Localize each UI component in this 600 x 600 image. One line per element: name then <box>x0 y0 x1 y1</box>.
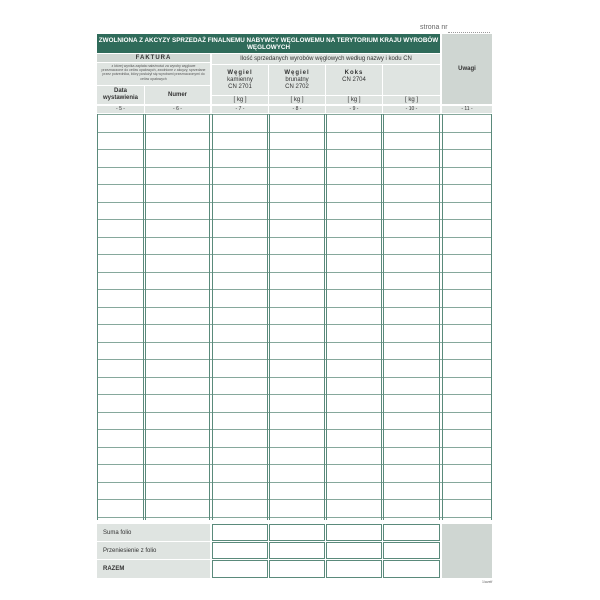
row-divider <box>97 202 492 203</box>
row-divider <box>97 114 492 115</box>
column-divider <box>442 114 443 520</box>
row-divider <box>97 499 492 500</box>
product-name: Węgiel <box>284 69 310 76</box>
unit-label: [ kg ] <box>326 96 382 104</box>
total-value-cell[interactable] <box>326 542 382 559</box>
row-divider <box>97 377 492 378</box>
row-divider <box>97 342 492 343</box>
row-divider <box>97 149 492 150</box>
date-header: Data wystawienia <box>97 86 144 104</box>
total-value-cell[interactable] <box>383 560 440 578</box>
total-value-cell[interactable] <box>212 524 268 541</box>
total-value-cell[interactable] <box>326 524 382 541</box>
total-value-cell[interactable] <box>212 542 268 559</box>
product-code: CN 2702 <box>285 83 309 90</box>
column-number: - 9 - <box>326 106 382 113</box>
row-divider <box>97 132 492 133</box>
total-value-cell[interactable] <box>269 524 325 541</box>
product-code: CN 2701 <box>228 83 252 90</box>
total-value-cell[interactable] <box>383 542 440 559</box>
column-number: - 7 - <box>212 106 268 113</box>
column-divider <box>324 114 325 520</box>
row-divider <box>97 219 492 220</box>
total-value-cell[interactable] <box>269 542 325 559</box>
product-name: Węgiel <box>227 69 253 76</box>
row-divider <box>97 307 492 308</box>
row-divider <box>97 429 492 430</box>
page-number-field[interactable] <box>448 32 490 33</box>
row-divider <box>97 394 492 395</box>
column-number: - 6 - <box>145 106 210 113</box>
row-divider <box>97 464 492 465</box>
column-divider <box>439 114 440 520</box>
form-code: 1/avelf <box>482 580 493 584</box>
product-header-coke <box>326 65 382 95</box>
product-header-brown-coal <box>269 65 325 95</box>
invoice-header: FAKTURA <box>97 54 210 62</box>
product-sub: kamienny <box>227 76 253 83</box>
unit-label: [ kg ] <box>383 96 440 104</box>
column-divider <box>143 114 144 520</box>
product-name: Koks <box>344 70 364 76</box>
total-value-cell[interactable] <box>212 560 268 578</box>
row-divider <box>97 167 492 168</box>
product-header-hard-coal <box>212 65 268 95</box>
column-divider <box>269 114 270 520</box>
number-header: Numer <box>145 86 210 104</box>
row-divider <box>97 184 492 185</box>
total-value-cell[interactable] <box>383 524 440 541</box>
remarks-header: Uwagi <box>442 34 492 104</box>
remarks-footer <box>442 524 492 578</box>
unit-label: [ kg ] <box>269 96 325 104</box>
entries-table <box>97 114 492 520</box>
column-number: - 10 - <box>383 106 440 113</box>
carry-over-label: Przeniesienie z folio <box>97 542 210 559</box>
row-divider <box>97 482 492 483</box>
form-title: ZWOLNIONA Z AKCYZY SPRZEDAŻ FINALNEMU NABYWCY WĘGLOWEMU NA TERYTORIUM KRAJU WYROBÓW WĘGLOWYCH <box>97 34 440 53</box>
unit-label: [ kg ] <box>212 96 268 104</box>
product-code: CN 2704 <box>342 77 366 83</box>
total-value-cell[interactable] <box>269 560 325 578</box>
column-divider <box>97 114 98 520</box>
quantity-header: Ilość sprzedanych wyrobów węglowych według nazwy i kodu CN <box>212 54 440 64</box>
column-divider <box>383 114 384 520</box>
column-number: - 11 - <box>442 106 492 113</box>
invoice-note: z której wynika zapłata należności za wyroby węglowe przeznaczone do celów opałowych, zwolnione z akcyzy, sprzedane przez pośrednika, który posłużył się wyrobami przeznaczonymi do celów opałowych <box>97 63 210 85</box>
product-sub: brunatny <box>285 76 309 83</box>
column-divider <box>209 114 210 520</box>
row-divider <box>97 272 492 273</box>
row-divider <box>97 412 492 413</box>
row-divider <box>97 447 492 448</box>
column-divider <box>326 114 327 520</box>
total-label: RAZEM <box>97 560 210 578</box>
row-divider <box>97 254 492 255</box>
column-divider <box>491 114 492 520</box>
row-divider <box>97 359 492 360</box>
column-divider <box>212 114 213 520</box>
total-value-cell[interactable] <box>326 560 382 578</box>
column-number: - 5 - <box>97 106 144 113</box>
page-number-label: strona nr <box>420 24 448 31</box>
row-divider <box>97 517 492 518</box>
column-divider <box>145 114 146 520</box>
sum-folio-label: Suma folio <box>97 524 210 541</box>
column-divider <box>267 114 268 520</box>
column-divider <box>381 114 382 520</box>
row-divider <box>97 324 492 325</box>
product-header-blank <box>383 65 440 95</box>
row-divider <box>97 289 492 290</box>
row-divider <box>97 237 492 238</box>
column-number: - 8 - <box>269 106 325 113</box>
